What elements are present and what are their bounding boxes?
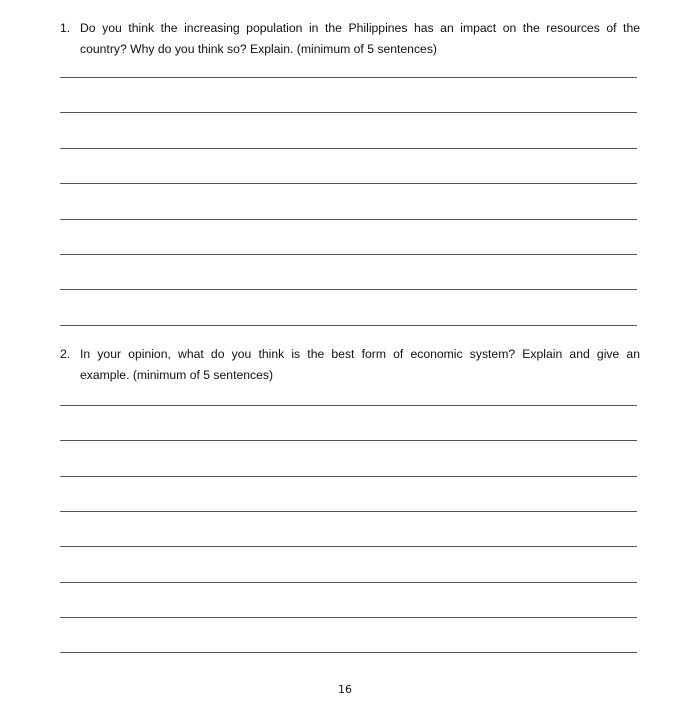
question-1-number: 1. <box>60 21 71 35</box>
answer-line-q1-7[interactable] <box>60 289 637 290</box>
question-1-text-line-2: country? Why do you think so? Explain. (minimum of 5 sentences) <box>80 42 437 56</box>
answer-line-q2-6[interactable] <box>60 582 637 583</box>
question-2 <box>60 344 640 386</box>
answer-line-q2-8[interactable] <box>60 652 637 653</box>
answer-line-q2-3[interactable] <box>60 476 637 477</box>
answer-line-q1-4[interactable] <box>60 183 637 184</box>
answer-line-q1-2[interactable] <box>60 112 637 113</box>
answer-line-q2-7[interactable] <box>60 617 637 618</box>
answer-line-q1-3[interactable] <box>60 148 637 149</box>
answer-line-q2-1[interactable] <box>60 405 637 406</box>
question-2-first-line <box>60 344 640 365</box>
question-2-text-line-1: In your opinion, what do you think is the best form of economic system? Explain and give an <box>80 347 640 361</box>
answer-line-q2-4[interactable] <box>60 511 637 512</box>
question-2-number: 2. <box>60 347 71 361</box>
page-number: 16 <box>338 683 352 696</box>
question-1-text-line-1: Do you think the increasing population in the Philippines has an impact on the resources of the <box>80 21 640 35</box>
question-2-text-line-2: example. (minimum of 5 sentences) <box>80 368 274 382</box>
answer-line-q2-5[interactable] <box>60 546 637 547</box>
question-1-first-line <box>60 18 640 39</box>
answer-line-q2-2[interactable] <box>60 440 637 441</box>
answer-line-q1-6[interactable] <box>60 254 637 255</box>
question-1 <box>60 18 640 60</box>
answer-line-q1-1[interactable] <box>60 77 637 78</box>
answer-line-q1-5[interactable] <box>60 219 637 220</box>
answer-line-q1-8[interactable] <box>60 325 637 326</box>
